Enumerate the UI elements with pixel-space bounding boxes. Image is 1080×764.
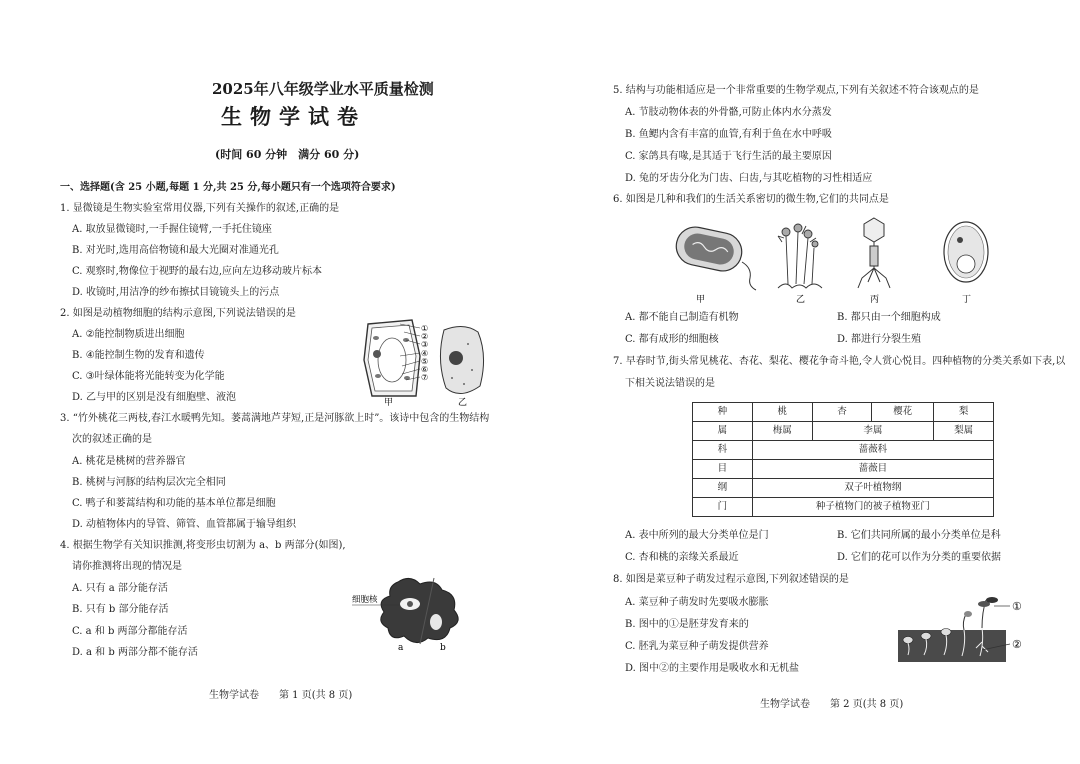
q2-stem: 2. 如图是动植物细胞的结构示意图,下列说法错误的是 [60, 308, 296, 319]
part-b-label: b [440, 643, 446, 653]
table-row [693, 479, 994, 498]
exam-title: 2025年八年级学业水平质量检测 [212, 80, 434, 98]
microbe-label-ding: 丁 [962, 295, 972, 305]
q8-option-d[interactable]: D. 图中②的主要作用是吸收水和无机盐 [625, 663, 800, 674]
amoeba-figure [350, 572, 470, 652]
q4-option-d[interactable]: D. a 和 b 两部分都不能存活 [72, 647, 198, 658]
page-2 [540, 0, 1080, 764]
time-note: (时间 60 分钟 满分 60 分) [215, 148, 360, 161]
cell-label-4: ④ [421, 349, 429, 358]
table-cell: 目 [693, 460, 753, 479]
nucleus-label: 细胞核 [352, 595, 378, 605]
q3-stem-1: 3. “竹外桃花三两枝,春江水暖鸭先知。蒌蒿满地芦芽短,正是河豚欲上时”。该诗中包含的生物结构 [60, 413, 490, 424]
q4-option-a[interactable]: A. 只有 a 部分能存活 [72, 583, 168, 594]
q7-option-c[interactable]: C. 杏和桃的亲缘关系最近 [625, 552, 739, 563]
cell-fig-yi: 乙 [458, 398, 468, 408]
q5-option-a[interactable]: A. 节肢动物体表的外骨骼,可防止体内水分蒸发 [625, 107, 832, 118]
q7-stem-1: 7. 早春时节,街头常见桃花、杏花、梨花、樱花争奇斗艳,令人赏心悦目。四种植物的分类关系如下表,以 [613, 356, 1066, 367]
q4-stem-1: 4. 根据生物学有关知识推测,将变形虫切割为 a、b 两部分(如图), [60, 540, 346, 551]
animal-cell [440, 326, 483, 393]
table-cell: 梨属 [934, 422, 994, 441]
q8-option-a[interactable]: A. 菜豆种子萌发时先要吸水膨胀 [625, 597, 769, 608]
bean-germination-figure [898, 590, 1024, 664]
q5-option-d[interactable]: D. 兔的牙齿分化为门齿、臼齿,与其吃植物的习性相适应 [625, 173, 873, 184]
table-cell: 双子叶植物纲 [752, 479, 993, 498]
q7-option-b[interactable]: B. 它们共同所属的最小分类单位是科 [837, 530, 1001, 541]
q2-option-c[interactable]: C. ③叶绿体能将光能转变为化学能 [72, 371, 225, 382]
table-cell: 蔷薇科 [752, 441, 993, 460]
q2-option-b[interactable]: B. ④能控制生物的发育和遗传 [72, 350, 205, 361]
q4-option-c[interactable]: C. a 和 b 两部分都能存活 [72, 626, 188, 637]
q5-stem: 5. 结构与功能相适应是一个非常重要的生物学观点,下列有关叙述不符合该观点的是 [613, 85, 979, 96]
cell-label-7: ⑦ [421, 373, 429, 382]
q4-stem-2: 请你推测将出现的情况是 [72, 561, 182, 572]
page-footer-left: 生物学试卷 第 1 页(共 8 页) [209, 690, 353, 701]
table-cell: 李属 [812, 422, 934, 441]
table-cell: 梨 [934, 403, 994, 422]
table-cell: 门 [693, 498, 753, 517]
table-row [693, 441, 994, 460]
q6-stem: 6. 如图是几种和我们的生活关系密切的微生物,它们的共同点是 [613, 194, 889, 205]
microbe-label-yi: 乙 [796, 295, 806, 305]
q2-option-d[interactable]: D. 乙与甲的区别是没有细胞壁、液泡 [72, 392, 237, 403]
cell-fig-jia: 甲 [384, 398, 394, 408]
q7-stem-2: 下相关说法错误的是 [625, 378, 715, 389]
cell-label-2: ② [421, 332, 429, 341]
q8-option-c[interactable]: C. 胚乳为菜豆种子萌发提供营养 [625, 641, 769, 652]
classification-table [692, 402, 994, 517]
table-cell: 樱花 [872, 403, 934, 422]
q6-option-a[interactable]: A. 都不能自己制造有机物 [625, 312, 739, 323]
table-cell: 种子植物门的被子植物亚门 [752, 498, 993, 517]
q1-option-b[interactable]: B. 对光时,选用高倍物镜和最大光圈对准通光孔 [72, 245, 279, 256]
table-row [693, 460, 994, 479]
cell-structure-figure [360, 316, 500, 408]
q8-option-b[interactable]: B. 图中的①是胚芽发育来的 [625, 619, 749, 630]
q3-stem-2: 次的叙述正确的是 [72, 434, 152, 445]
q5-option-b[interactable]: B. 鱼鳃内含有丰富的血管,有利于鱼在水中呼吸 [625, 129, 832, 140]
q3-option-b[interactable]: B. 桃树与河豚的结构层次完全相同 [72, 477, 226, 488]
table-row [693, 403, 994, 422]
q8-stem: 8. 如图是菜豆种子萌发过程示意图,下列叙述错误的是 [613, 574, 849, 585]
table-cell: 纲 [693, 479, 753, 498]
microbe-label-bing: 丙 [870, 295, 880, 305]
q3-option-d[interactable]: D. 动植物体内的导管、筛管、血管都属于输导组织 [72, 519, 297, 530]
virus-bing [858, 218, 890, 288]
plant-cell [364, 320, 420, 396]
q5-option-c[interactable]: C. 家鸽具有喙,是其适于飞行生活的最主要原因 [625, 151, 832, 162]
part-a-label: a [398, 643, 404, 653]
q1-stem: 1. 显微镜是生物实验室常用仪器,下列有关操作的叙述,正确的是 [60, 203, 340, 214]
q7-option-a[interactable]: A. 表中所列的最大分类单位是门 [625, 530, 769, 541]
page-footer-right: 生物学试卷 第 2 页(共 8 页) [760, 699, 904, 710]
q1-option-a[interactable]: A. 取放显微镜时,一手握住镜臂,一手托住镜座 [72, 224, 272, 235]
table-row [693, 422, 994, 441]
table-cell: 杏 [812, 403, 872, 422]
subject-title: 生物学试卷 [221, 104, 366, 129]
mold-yi [778, 224, 822, 288]
q1-option-d[interactable]: D. 收镜时,用洁净的纱布擦拭目镜镜头上的污点 [72, 287, 280, 298]
cell-label-3: ③ [421, 340, 429, 349]
q4-option-b[interactable]: B. 只有 b 部分能存活 [72, 604, 169, 615]
cell-label-5: ⑤ [421, 357, 429, 366]
table-cell: 科 [693, 441, 753, 460]
bacterium-jia [673, 224, 756, 290]
table-cell: 桃 [752, 403, 812, 422]
table-cell: 种 [693, 403, 753, 422]
yeast-ding [944, 222, 988, 282]
q7-option-d[interactable]: D. 它们的花可以作为分类的重要依据 [837, 552, 1002, 563]
section-heading: 一、选择题(含 25 小题,每题 1 分,共 25 分,每小题只有一个选项符合要求) [60, 182, 396, 193]
q3-option-a[interactable]: A. 桃花是桃树的营养器官 [72, 456, 186, 467]
bean-label-1: ① [1012, 600, 1022, 613]
q6-option-b[interactable]: B. 都只由一个细胞构成 [837, 312, 941, 323]
table-cell: 属 [693, 422, 753, 441]
q1-option-c[interactable]: C. 观察时,物像位于视野的最右边,应向左边移动玻片标本 [72, 266, 323, 277]
q3-option-c[interactable]: C. 鸭子和蒌蒿结构和功能的基本单位都是细胞 [72, 498, 276, 509]
q6-option-c[interactable]: C. 都有成形的细胞核 [625, 334, 719, 345]
table-cell: 梅属 [752, 422, 812, 441]
table-row [693, 498, 994, 517]
microbes-figure [670, 212, 1010, 304]
q2-option-a[interactable]: A. ②能控制物质进出细胞 [72, 329, 185, 340]
bean-label-2: ② [1012, 638, 1022, 651]
microbe-label-jia: 甲 [696, 295, 706, 305]
table-cell: 蔷薇目 [752, 460, 993, 479]
cell-label-1: ① [421, 324, 429, 333]
cell-label-6: ⑥ [421, 365, 429, 374]
q6-option-d[interactable]: D. 都进行分裂生殖 [837, 334, 922, 345]
